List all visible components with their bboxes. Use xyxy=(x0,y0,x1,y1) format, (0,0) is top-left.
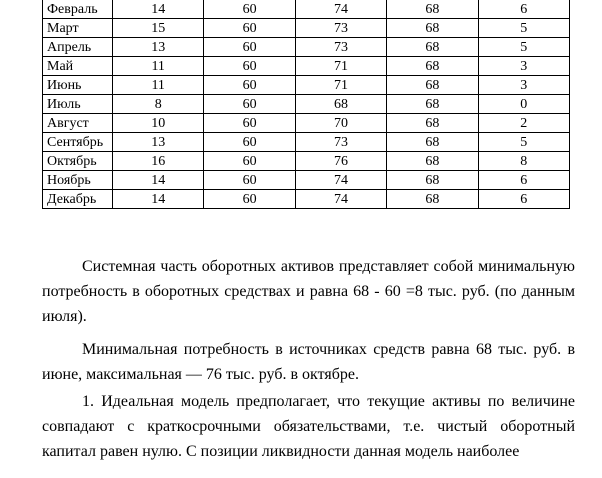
page-cut-edge xyxy=(0,474,602,478)
table-cell: 68 xyxy=(387,152,478,171)
table-cell: 71 xyxy=(295,57,386,76)
table-cell: 74 xyxy=(295,0,386,19)
table-cell-month: Сентябрь xyxy=(43,133,113,152)
table-row xyxy=(43,38,570,57)
table-cell: 60 xyxy=(204,190,295,209)
table-cell: 11 xyxy=(113,76,204,95)
table-cell-month: Июнь xyxy=(43,76,113,95)
table-cell: 3 xyxy=(478,76,569,95)
table-cell: 2 xyxy=(478,114,569,133)
table-cell: 60 xyxy=(204,114,295,133)
table-cell: 60 xyxy=(204,19,295,38)
table-cell: 14 xyxy=(113,190,204,209)
table-cell: 74 xyxy=(295,171,386,190)
table-row xyxy=(43,76,570,95)
table-cell: 60 xyxy=(204,57,295,76)
table-cell: 68 xyxy=(387,76,478,95)
table-cell: 73 xyxy=(295,19,386,38)
table-cell: 5 xyxy=(478,38,569,57)
table-cell: 60 xyxy=(204,152,295,171)
table-cell: 6 xyxy=(478,171,569,190)
table-cell: 68 xyxy=(387,57,478,76)
table-cell: 8 xyxy=(113,95,204,114)
table-row xyxy=(43,133,570,152)
table-row xyxy=(43,190,570,209)
table-cell: 68 xyxy=(387,133,478,152)
table-cell: 68 xyxy=(387,0,478,19)
table-cell: 16 xyxy=(113,152,204,171)
table-row xyxy=(43,171,570,190)
table-cell: 60 xyxy=(204,38,295,57)
table-cell: 8 xyxy=(478,152,569,171)
table-row xyxy=(43,95,570,114)
table-cell-month: Май xyxy=(43,57,113,76)
table-row xyxy=(43,114,570,133)
table-cell: 68 xyxy=(387,38,478,57)
table-cell: 6 xyxy=(478,190,569,209)
paragraph-ideal-model: 1. Идеальная модель предполагает, что текущие активы по величине совпадают с краткосрочными обязательствами, т.е. чистый оборотный капитал равен нулю. С позиции ликвидности данная модель наиболее xyxy=(42,393,575,460)
table-row xyxy=(43,57,570,76)
table-cell: 68 xyxy=(387,190,478,209)
monthly-data-table xyxy=(42,0,570,209)
table-cell: 0 xyxy=(478,95,569,114)
table-cell: 60 xyxy=(204,95,295,114)
table-cell-month: Октябрь xyxy=(43,152,113,171)
table-cell: 68 xyxy=(387,114,478,133)
table-cell: 73 xyxy=(295,38,386,57)
table-cell-month: Август xyxy=(43,114,113,133)
table-cell: 68 xyxy=(387,19,478,38)
table-cell-month: Ноябрь xyxy=(43,171,113,190)
table-cell: 10 xyxy=(113,114,204,133)
table-cell: 13 xyxy=(113,38,204,57)
table-cell: 60 xyxy=(204,133,295,152)
table-cell: 5 xyxy=(478,19,569,38)
table-cell: 11 xyxy=(113,57,204,76)
paragraph-min-max-need: Минимальная потребность в источниках средств равна 68 тыс. руб. в июне, максимальная — 76 тыс. руб. в октябре. xyxy=(42,341,575,383)
table-cell: 6 xyxy=(478,0,569,19)
table-cell-month: Февраль xyxy=(43,0,113,19)
table-cell: 14 xyxy=(113,0,204,19)
table-cell: 14 xyxy=(113,171,204,190)
table-cell: 74 xyxy=(295,190,386,209)
table-cell: 76 xyxy=(295,152,386,171)
table-cell: 60 xyxy=(204,76,295,95)
table-cell-month: Апрель xyxy=(43,38,113,57)
table-cell: 3 xyxy=(478,57,569,76)
table-cell: 5 xyxy=(478,133,569,152)
table-cell: 60 xyxy=(204,171,295,190)
paragraph-systemic-part: Системная часть оборотных активов представляет собой минимальную потребность в оборотных средствах и равна 68 - 60 =8 тыс. руб. (по данным июля). xyxy=(42,258,575,325)
table-cell: 68 xyxy=(295,95,386,114)
table-row xyxy=(43,0,570,19)
table-cell: 71 xyxy=(295,76,386,95)
table-cell-month: Июль xyxy=(43,95,113,114)
table-cell: 68 xyxy=(387,95,478,114)
table-cell: 15 xyxy=(113,19,204,38)
table-cell: 73 xyxy=(295,133,386,152)
table-cell: 13 xyxy=(113,133,204,152)
table-cell: 60 xyxy=(204,0,295,19)
table-row xyxy=(43,19,570,38)
table-row xyxy=(43,152,570,171)
table-cell: 70 xyxy=(295,114,386,133)
table-cell-month: Март xyxy=(43,19,113,38)
table-cell-month: Декабрь xyxy=(43,190,113,209)
table-cell: 68 xyxy=(387,171,478,190)
